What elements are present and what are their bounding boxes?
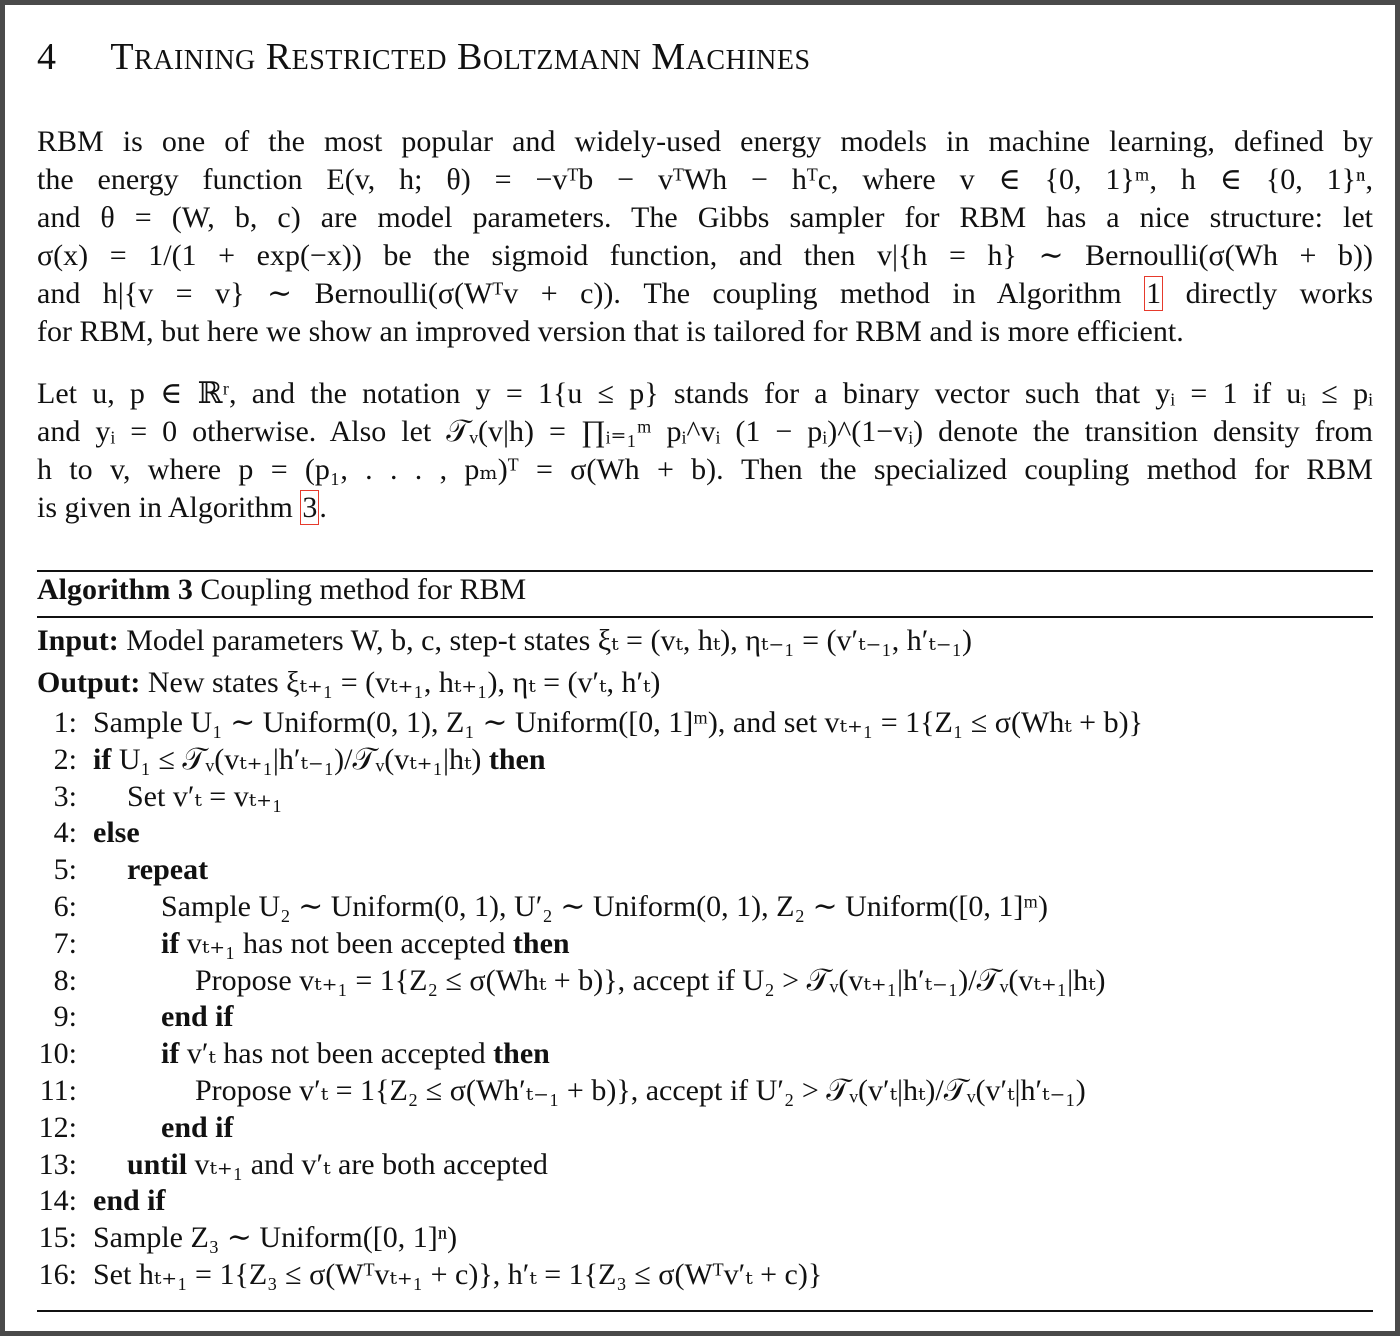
step-number: 9: (53, 1000, 77, 1034)
step-text: repeat (127, 853, 209, 887)
step-number: 8: (53, 963, 77, 997)
step-number: 13: (38, 1147, 77, 1181)
step-number: 7: (53, 926, 77, 960)
step-text: Sample U₂ ∼ Uniform(0, 1), U′₂ ∼ Uniform(0, 1), Z₂ ∼ Uniform([0, 1]ᵐ) (161, 889, 1049, 923)
step-number: 16: (38, 1257, 77, 1291)
algorithm-label: Algorithm 3 (37, 573, 193, 606)
step-text: Sample U₁ ∼ Uniform(0, 1), Z₁ ∼ Uniform([0, 1]ᵐ), and set vₜ₊₁ = 1{Z₁ ≤ σ(Whₜ + b)} (93, 706, 1143, 739)
step-number: 14: (38, 1184, 77, 1218)
algorithm-step (37, 1220, 1373, 1257)
algorithm-step (37, 999, 1373, 1036)
algorithm-caption (37, 573, 526, 607)
section-number: 4 (37, 36, 57, 78)
algorithm-step (37, 779, 1373, 816)
step-text: Sample Z₃ ∼ Uniform([0, 1]ⁿ) (93, 1221, 458, 1255)
step-number: 6: (53, 889, 77, 923)
text-line: σ(x) = 1/(1 + exp(−x)) be the sigmoid function, and then v|{h = h} ∼ Bernoulli(σ(Wh + b)) (37, 239, 1373, 272)
algorithm-step (37, 1073, 1373, 1110)
algorithm-3-link[interactable]: 3 (302, 491, 318, 524)
algorithm-step (37, 1183, 1373, 1220)
text-line: and θ = (W, b, c) are model parameters. The Gibbs sampler for RBM has a nice structure: let (37, 201, 1373, 234)
text-line: for RBM, but here we show an improved version that is tailored for RBM and is more efficient. (37, 315, 1184, 348)
paragraph-rbm-intro (37, 123, 1373, 351)
step-text: else (93, 816, 140, 850)
title-word: RESTRICTED (265, 36, 448, 78)
step-text: Set v′ₜ = vₜ₊₁ (127, 779, 283, 813)
step-text: end if (93, 1184, 166, 1218)
step-number: 5: (53, 853, 77, 887)
step-text: Propose v′ₜ = 1{Z₂ ≤ σ(Wh′ₜ₋₁ + b)}, accept if U′₂ > 𝒯ᵥ(v′ₜ|hₜ)/𝒯ᵥ(v′ₜ|h′ₜ₋₁) (195, 1073, 1086, 1107)
step-number: 4: (53, 816, 77, 850)
step-number: 11: (39, 1073, 77, 1107)
text-line: and yᵢ = 0 otherwise. Also let 𝒯ᵥ(v|h) = ∏ᵢ₌₁ᵐ pᵢ^vᵢ (1 − pᵢ)^(1−vᵢ) denote the transition density from (37, 415, 1373, 448)
algorithm-step (37, 1036, 1373, 1073)
algorithm-title: Coupling method for RBM (200, 573, 527, 606)
step-text: until vₜ₊₁ and v′ₜ are both accepted (127, 1147, 548, 1181)
algorithm-step (37, 963, 1373, 1000)
algorithm-step (37, 852, 1373, 889)
text-line: Let u, p ∈ ℝʳ, and the notation y = 1{u ≤ p} stands for a binary vector such that yᵢ = 1 if uᵢ ≤ pᵢ (37, 377, 1373, 410)
text-line: is given in Algorithm 3. (37, 491, 327, 524)
title-word: TRAINING (110, 36, 256, 78)
algorithm-caption-rule (37, 616, 1373, 618)
algorithm-step (37, 705, 1373, 742)
algorithm-steps (37, 705, 1373, 1294)
algorithm-output: Output: New states ξₜ₊₁ = (vₜ₊₁, hₜ₊₁), ηₜ = (v′ₜ, h′ₜ) (37, 666, 661, 699)
algorithm-step (37, 1147, 1373, 1184)
text-line: RBM is one of the most popular and widely-used energy models in machine learning, defined by (37, 125, 1373, 158)
algorithm-step (37, 742, 1373, 779)
title-word: MACHINES (651, 36, 811, 78)
step-number: 1: (53, 706, 77, 739)
step-text: end if (161, 1000, 234, 1034)
step-number: 2: (53, 742, 77, 776)
step-number: 3: (53, 779, 77, 813)
text-line: and h|{v = v} ∼ Bernoulli(σ(Wᵀv + c)). The coupling method in Algorithm 1 directly works (37, 277, 1373, 310)
step-text: if v′ₜ has not been accepted then (161, 1037, 550, 1071)
algorithm-step (37, 926, 1373, 963)
step-text: if vₜ₊₁ has not been accepted then (161, 926, 570, 960)
text-line: h to v, where p = (p₁, . . . , pₘ)ᵀ = σ(Wh + b). Then the specialized coupling method for RBM (37, 453, 1373, 486)
algorithm-step (37, 1110, 1373, 1147)
step-text: Propose vₜ₊₁ = 1{Z₂ ≤ σ(Whₜ + b)}, accept if U₂ > 𝒯ᵥ(vₜ₊₁|h′ₜ₋₁)/𝒯ᵥ(vₜ₊₁|hₜ) (195, 963, 1106, 997)
algorithm-bottom-rule (37, 1310, 1373, 1312)
algorithm-step (37, 889, 1373, 926)
algorithm-step (37, 1257, 1373, 1294)
step-text: end if (161, 1110, 234, 1144)
algorithm-top-rule (37, 570, 1373, 572)
step-number: 12: (38, 1110, 77, 1144)
section-title (37, 35, 811, 79)
title-word: BOLTZMANN (457, 36, 642, 78)
text-line: the energy function E(v, h; θ) = −vᵀb − vᵀWh − hᵀc, where v ∈ {0, 1}ᵐ, h ∈ {0, 1}ⁿ, (37, 163, 1373, 196)
step-number: 10: (38, 1037, 77, 1071)
algorithm-1-link[interactable]: 1 (1146, 277, 1162, 310)
step-number: 15: (38, 1221, 77, 1255)
algorithm-input: Input: Model parameters W, b, c, step-t states ξₜ = (vₜ, hₜ), ηₜ₋₁ = (v′ₜ₋₁, h′ₜ₋₁) (37, 624, 973, 657)
paragraph-notation (37, 375, 1373, 527)
step-text: Set hₜ₊₁ = 1{Z₃ ≤ σ(Wᵀvₜ₊₁ + c)}, h′ₜ = 1{Z₃ ≤ σ(Wᵀv′ₜ + c)} (93, 1257, 823, 1291)
algorithm-step (37, 815, 1373, 852)
step-text: if U₁ ≤ 𝒯ᵥ(vₜ₊₁|h′ₜ₋₁)/𝒯ᵥ(vₜ₊₁|hₜ) then (93, 742, 546, 776)
